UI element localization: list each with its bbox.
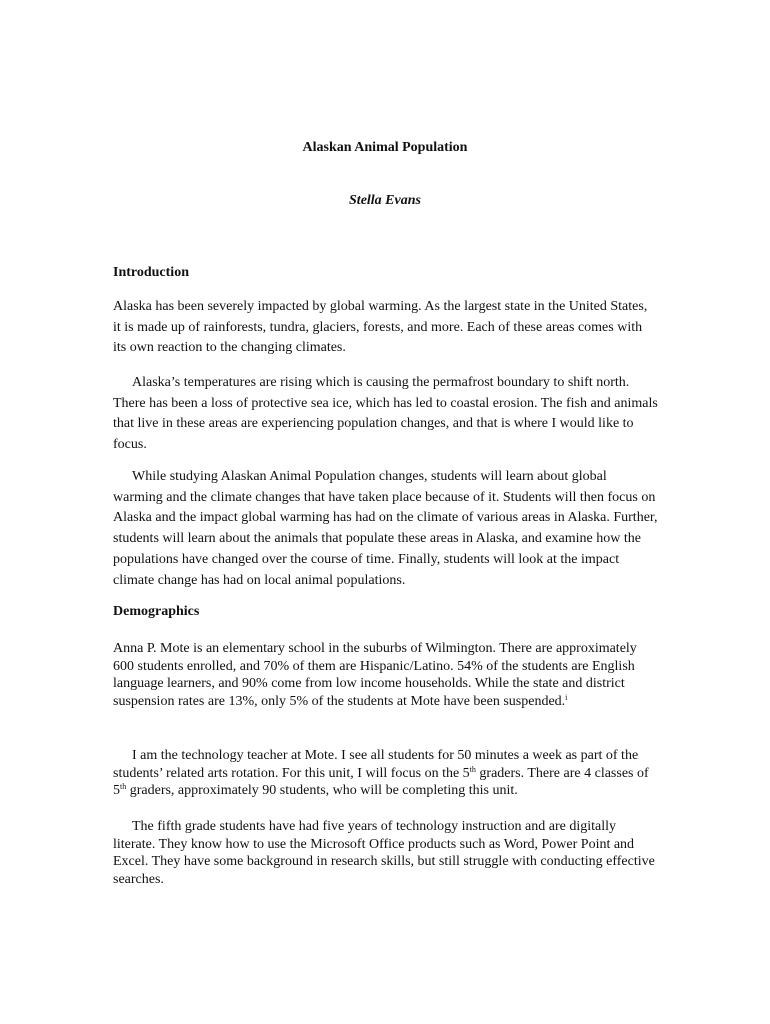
p2-part1: I am the technology teacher at Mote. I see all students for 50 minutes a week as part of the students’ related arts rotation. For this unit, I will focus on the 5: [113, 748, 639, 781]
intro-paragraph-3: While studying Alaskan Animal Population changes, students will learn about global warming and the climate changes that have taken place because of it. Students will then focus on Alaska and the impact global warming has had on the climate of various areas in Alaska. Further, students will learn about the animals that populate these areas in Alaska, and examine how the populations have changed over the course of time. Finally, students will look at the impact climate change has had on local animal populations.: [113, 469, 658, 588]
p2-part3: graders, approximately 90 students, who will be completing this unit.: [126, 783, 518, 799]
superscript-th-1: th: [469, 764, 476, 774]
demographics-paragraph-3: The fifth grade students have had five years of technology instruction and are digitally literate. They know how to use the Microsoft Office products such as Word, Power Point and Excel. They have some background in research skills, but still struggle with conducting effective searches.: [113, 819, 655, 887]
intro-paragraph-2: Alaska’s temperatures are rising which is causing the permafrost boundary to shift north. There has been a loss of protective sea ice, which has led to coastal erosion. The fish and animals that live in these areas are experiencing population changes, and that is where I would like to focus.: [113, 375, 658, 453]
superscript-th-2: th: [120, 782, 127, 792]
demographics-paragraph-1-text: Anna P. Mote is an elementary school in the suburbs of Wilmington. There are approximately 600 students enrolled, and 70% of them are Hispanic/Latino. 54% of the students are English language learners, and 90% come from low income households. While the state and district suspension rates are 13%, only 5% of the students at Mote have been suspended.: [113, 641, 637, 709]
footnote-marker: i: [565, 692, 568, 702]
document-title: Alaskan Animal Population: [302, 140, 468, 155]
demographics-paragraph-1: [113, 640, 658, 710]
section-heading-demographics: Demographics: [113, 604, 200, 619]
demographics-paragraph-2: [113, 747, 658, 800]
section-heading-introduction: Introduction: [113, 265, 189, 280]
p2-part2: graders. There are 4 classes of 5: [113, 765, 649, 799]
intro-paragraph-1: Alaska has been severely impacted by global warming. As the largest state in the United States, it is made up of rainforests, tundra, glaciers, forests, and more. Each of these areas comes with its own reaction to the changing climates.: [113, 299, 648, 356]
document-author: Stella Evans: [349, 193, 421, 208]
